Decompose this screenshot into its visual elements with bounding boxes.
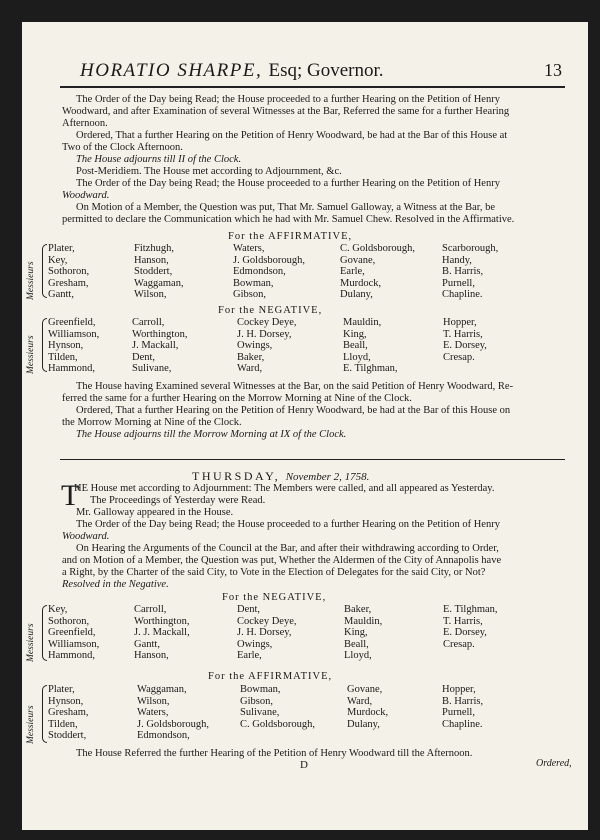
messieurs-label: Messieurs	[26, 705, 36, 744]
name-column	[442, 684, 483, 730]
name-column	[443, 317, 487, 363]
member-name: Worthington,	[134, 615, 190, 627]
member-name: Hopper,	[443, 317, 477, 328]
member-name: Gresham,	[48, 277, 89, 289]
member-name: Hopper,	[442, 684, 476, 695]
member-name: Plater,	[48, 684, 75, 695]
member-name: Purnell,	[442, 277, 475, 289]
text-line: Resolved in the Negative.	[62, 579, 169, 590]
closing-line: The House Referred the further Hearing of the Petition of Henry Woodward till the Afternoon.	[76, 748, 473, 759]
text-line: Woodward, and after Examination of several Witnesses at the Bar, Referred the same for a further Hearing	[62, 106, 510, 117]
vote-heading-affirmative: For the AFFIRMATIVE,	[208, 671, 333, 682]
name-column	[237, 604, 296, 662]
member-name: E. Tilghman,	[343, 363, 398, 374]
member-name: Cockey Deye,	[237, 317, 297, 328]
messieurs-label: Messieurs	[26, 335, 36, 374]
member-name: Bowman,	[240, 684, 281, 695]
name-column	[48, 243, 89, 301]
vote-heading-negative: For the NEGATIVE,	[222, 592, 327, 603]
member-name: Dulany,	[340, 289, 373, 300]
header-rule	[60, 86, 565, 88]
member-name: Tilden,	[48, 718, 78, 730]
member-name: Owings,	[237, 638, 273, 650]
member-name: Greenfield,	[48, 627, 96, 638]
member-name: Williamson,	[48, 328, 100, 340]
member-name: Govane,	[347, 684, 383, 695]
name-column	[137, 684, 209, 742]
signature-mark: D	[300, 759, 308, 771]
text-line: Post-Meridiem. The House met according to Adjournment, &c.	[76, 166, 342, 177]
member-name: Dent,	[132, 351, 156, 363]
member-name: Gibson,	[233, 289, 266, 300]
text-line: Woodward.	[62, 190, 110, 201]
member-name: J. H. Dorsey,	[237, 328, 292, 340]
paragraph-block-3	[61, 479, 502, 591]
brace	[42, 318, 47, 372]
member-name: Wilson,	[137, 695, 170, 707]
member-name: Scarborough,	[442, 243, 499, 254]
text-line: The Proceedings of Yesterday were Read.	[90, 495, 266, 506]
member-name: E. Dorsey,	[443, 627, 487, 638]
member-name: King,	[344, 627, 368, 638]
member-name: Sulivane,	[132, 363, 172, 374]
paragraph-block-1	[62, 94, 514, 226]
text-line: The House adjourns till the Morrow Morning at IX of the Clock.	[76, 429, 347, 440]
name-column	[132, 317, 187, 375]
member-name: Gantt,	[48, 289, 74, 300]
name-column	[48, 684, 89, 742]
member-name: B. Harris,	[442, 266, 484, 277]
text-line: HE House met according to Adjournment: The Members were called, and all appeared as Yesterday.	[74, 483, 495, 494]
member-name: Hammond,	[48, 363, 95, 374]
messieurs-label: Messieurs	[26, 623, 36, 662]
text-line: Ordered, That a further Hearing on the Petition of Henry Woodward, be had at the Bar of this House on	[76, 405, 511, 416]
member-name: J. Goldsborough,	[137, 718, 210, 730]
name-column	[344, 604, 382, 662]
running-header	[80, 60, 384, 82]
member-name: Key,	[48, 604, 68, 615]
name-column	[237, 317, 296, 375]
text-line: ferred the same for a further Hearing on the Morrow Morning at Nine of the Clock.	[62, 393, 412, 404]
member-name: B. Harris,	[442, 695, 484, 707]
member-name: Cresap.	[443, 351, 475, 363]
member-name: Plater,	[48, 243, 75, 254]
member-name: E. Dorsey,	[443, 340, 487, 351]
header-title: HORATIO SHARPE,	[80, 60, 263, 81]
name-column	[443, 604, 498, 650]
brace	[42, 605, 47, 661]
day-heading	[192, 469, 369, 484]
member-name: Mauldin,	[344, 615, 383, 627]
section-rule	[60, 459, 565, 460]
member-name: Waggaman,	[137, 684, 187, 695]
member-name: Dulany,	[347, 718, 380, 730]
member-name: Bowman,	[233, 277, 274, 289]
member-name: Hynson,	[48, 340, 84, 351]
member-name: Sothoron,	[48, 615, 90, 627]
member-name: C. Goldsborough,	[240, 718, 315, 730]
member-name: Chapline.	[442, 718, 483, 730]
text-line: permitted to declare the Communication which he had with Mr. Samuel Chew. Resolved in the Affirmative.	[62, 214, 515, 225]
text-line: Afternoon.	[62, 118, 108, 129]
member-name: Carroll,	[134, 604, 167, 615]
text-line: a Right, by the Charter of the said City, to Vote in the Election of Delegates for the said City, or Not?	[62, 567, 486, 578]
member-name: J. Mackall,	[132, 340, 179, 351]
name-column	[343, 317, 398, 375]
member-name: Ward,	[347, 695, 373, 707]
text-line: The Order of the Day being Read; the House proceeded to a further Hearing on the Petition of Henry	[76, 94, 500, 105]
vote-heading-negative: For the NEGATIVE,	[218, 305, 323, 316]
name-column	[442, 243, 498, 301]
text-line: The House having Examined several Witnesses at the Bar, on the said Petition of Henry Woodward, Re-	[76, 381, 514, 392]
member-name: Gibson,	[240, 695, 273, 707]
member-name: Baker,	[237, 351, 265, 363]
name-column	[134, 243, 184, 301]
member-name: Fitzhugh,	[134, 243, 174, 254]
member-name: Edmondson,	[137, 730, 190, 741]
member-name: Beall,	[344, 638, 369, 650]
member-name: E. Tilghman,	[443, 604, 498, 615]
vote-heading-affirmative: For the AFFIRMATIVE,	[228, 231, 353, 242]
member-name: Greenfield,	[48, 317, 96, 328]
member-name: Gresham,	[48, 707, 89, 718]
member-name: Edmondson,	[233, 266, 286, 277]
name-column	[233, 243, 305, 301]
member-name: Waters,	[137, 707, 169, 718]
paragraph-block-2	[62, 381, 513, 441]
messieurs-label: Messieurs	[26, 261, 36, 300]
member-name: Hanson,	[134, 254, 169, 266]
member-name: Waggaman,	[134, 277, 184, 289]
member-name: Williamson,	[48, 638, 100, 650]
member-name: Hynson,	[48, 695, 84, 707]
member-name: Stoddert,	[48, 730, 87, 741]
member-name: Murdock,	[347, 707, 389, 718]
member-name: Purnell,	[442, 707, 475, 718]
member-name: J. Goldsborough,	[233, 254, 306, 266]
member-name: Handy,	[442, 254, 472, 266]
member-name: Chapline.	[442, 289, 483, 300]
text-line: the Morrow Morning at Nine of the Clock.	[62, 417, 242, 428]
member-name: Stoddert,	[134, 266, 173, 277]
name-column	[240, 684, 315, 730]
text-line: Two of the Clock Afternoon.	[62, 142, 183, 153]
document-page	[22, 22, 588, 830]
text-line: and on Motion of a Member, the Question was put, Whether the Aldermen of the City of Annapolis have	[62, 555, 502, 566]
text-line: The Order of the Day being Read; the House proceeded to a further Hearing on the Petition of Henry	[76, 519, 500, 530]
member-name: Murdock,	[340, 277, 382, 289]
member-name: Beall,	[343, 340, 368, 351]
member-name: Baker,	[344, 604, 372, 615]
member-name: Earle,	[340, 266, 365, 277]
text-line: Mr. Galloway appeared in the House.	[76, 507, 234, 518]
member-name: Sothoron,	[48, 266, 90, 277]
page-number: 13	[544, 60, 562, 80]
drop-cap: T	[61, 479, 80, 512]
member-name: Owings,	[237, 340, 273, 351]
member-name: J. H. Dorsey,	[237, 627, 292, 638]
text-line: Woodward.	[62, 531, 110, 542]
member-name: C. Goldsborough,	[340, 243, 415, 254]
name-column	[48, 317, 99, 375]
member-name: Earle,	[237, 650, 262, 661]
member-name: Gantt,	[134, 638, 160, 650]
brace	[42, 685, 47, 743]
text-line: Ordered, That a further Hearing on the Petition of Henry Woodward, be had at the Bar of this House at	[76, 130, 508, 141]
day-date: November 2, 1758.	[285, 471, 370, 483]
name-column	[134, 604, 190, 662]
member-name: J. J. Mackall,	[134, 627, 190, 638]
text-line: On Hearing the Arguments of the Council at the Bar, and after their withdrawing according to Order,	[76, 543, 499, 554]
member-name: Wilson,	[134, 289, 167, 300]
member-name: T. Harris,	[443, 328, 483, 340]
member-name: Mauldin,	[343, 317, 382, 328]
member-name: Key,	[48, 254, 68, 266]
member-name: Worthington,	[132, 328, 188, 340]
day-label: THURSDAY,	[192, 469, 281, 483]
text-line: The Order of the Day being Read; the House proceeded to a further Hearing on the Petition of Henry	[76, 178, 500, 189]
member-name: Cockey Deye,	[237, 615, 297, 627]
member-name: Lloyd,	[344, 650, 372, 661]
member-name: Govane,	[340, 254, 376, 266]
name-column	[48, 604, 99, 662]
member-name: Cresap.	[443, 638, 475, 650]
member-name: Tilden,	[48, 351, 78, 363]
header-subtitle: Esq; Governor.	[268, 60, 384, 81]
member-name: Hammond,	[48, 650, 95, 661]
member-name: T. Harris,	[443, 615, 483, 627]
member-name: Dent,	[237, 604, 261, 615]
name-column	[347, 684, 388, 730]
text-line: On Motion of a Member, the Question was put, That Mr. Samuel Galloway, a Witness at the Bar, be	[76, 202, 496, 213]
member-name: Ward,	[237, 363, 263, 374]
catchword: Ordered,	[536, 758, 572, 769]
name-column	[340, 243, 415, 301]
member-name: King,	[343, 328, 367, 340]
member-name: Carroll,	[132, 317, 165, 328]
member-name: Lloyd,	[343, 351, 371, 363]
text-line: The House adjourns till II of the Clock.	[76, 154, 242, 165]
member-name: Hanson,	[134, 650, 169, 661]
member-name: Waters,	[233, 243, 265, 254]
brace	[42, 244, 47, 298]
member-name: Sulivane,	[240, 707, 280, 718]
